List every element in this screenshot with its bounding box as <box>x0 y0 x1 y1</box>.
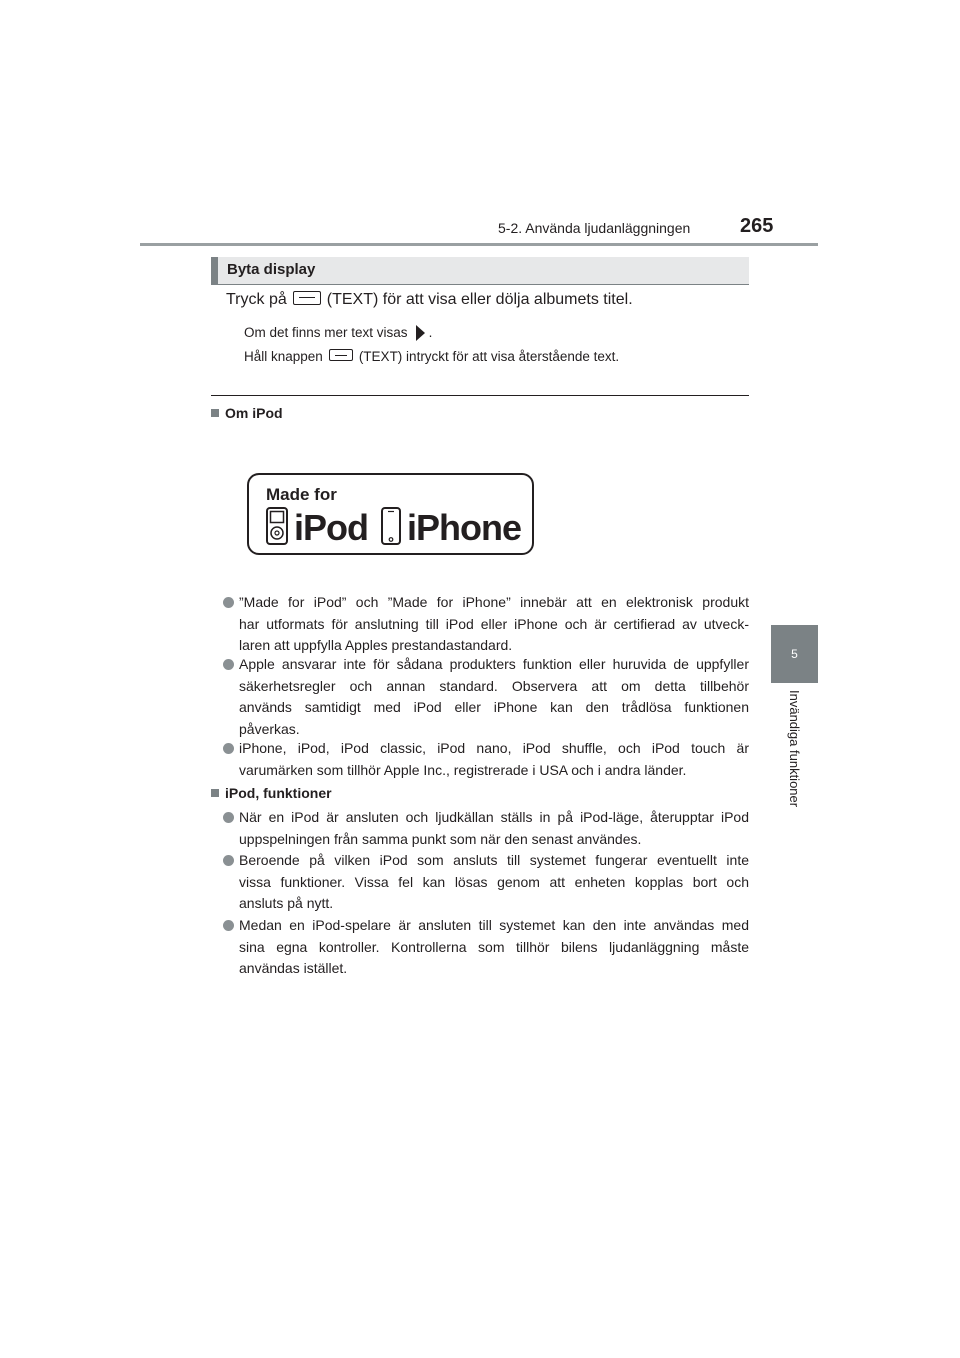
bullet-line: vissa funktioner. Vissa fel kan lösas genom att enheten kopplas bort och <box>239 873 749 890</box>
section-underline <box>211 284 749 285</box>
bullet-line: Beroende på vilken iPod som ansluts till systemet fungerar eventuellt inte <box>239 852 749 868</box>
note-hold-button <box>244 349 619 364</box>
subheading-om-ipod <box>211 405 283 421</box>
section-accent <box>211 257 218 284</box>
subheading-text: iPod, funktioner <box>225 785 332 801</box>
chapter-tab: 5 <box>771 625 818 683</box>
subheading-text: Om iPod <box>225 405 283 421</box>
bullet-line: ansluts på nytt. <box>239 895 334 911</box>
bullet-line: När en iPod är ansluten och ljudkällan ställs in på iPod-läge, återupptar iPod <box>239 809 749 825</box>
logo-iphone: iPhone <box>407 507 522 548</box>
list-item <box>239 915 749 980</box>
text-button-icon <box>329 349 353 361</box>
logo-made-for: Made for <box>266 485 337 504</box>
more-text-arrow-icon <box>416 325 425 341</box>
bullet-dot-icon <box>223 597 234 608</box>
square-bullet-icon <box>211 409 219 417</box>
instruction-before: Tryck på <box>226 291 287 308</box>
logo-ipod: iPod <box>294 507 368 548</box>
section-divider <box>211 395 749 396</box>
bullet-line: har utformats för anslutning till iPod eller iPhone och är certifierad av utveck- <box>239 615 749 632</box>
bullet-line: iPhone, iPod, iPod classic, iPod nano, iPod shuffle, och iPod touch är <box>239 740 749 756</box>
list-item <box>239 807 749 850</box>
note2-after: (TEXT) intryckt för att visa återstående text. <box>358 349 620 364</box>
bullet-dot-icon <box>223 920 234 931</box>
chapter-label-text: Invändiga funktioner <box>787 690 802 808</box>
bullet-line: användas istället. <box>239 960 348 976</box>
made-for-ipod-iphone-logo <box>247 473 534 555</box>
list-item <box>239 592 749 657</box>
running-header-section: 5-2. Använda ljudanläggningen <box>498 220 691 236</box>
iphone-device-icon <box>381 507 401 545</box>
list-item <box>239 654 749 740</box>
bullet-dot-icon <box>223 812 234 823</box>
subheading-ipod-funktioner <box>211 785 332 801</box>
bullet-line: påverkas. <box>239 720 300 737</box>
note1-end: . <box>428 325 433 340</box>
bullet-line: ”Made for iPod” och ”Made for iPhone” innebär att en elektronisk produkt <box>239 594 749 610</box>
note2-before: Håll knappen <box>244 349 323 364</box>
bullet-dot-icon <box>223 855 234 866</box>
bullet-dot-icon <box>223 659 234 670</box>
header-rule <box>140 243 818 246</box>
ipod-device-icon <box>266 507 288 545</box>
note1-text: Om det finns mer text visas <box>244 325 408 340</box>
text-button-icon <box>293 291 321 305</box>
square-bullet-icon <box>211 789 219 797</box>
list-item <box>239 850 749 915</box>
section-title-bar <box>211 257 749 284</box>
bullet-line: sina egna kontroller. Kontrollerna som tillhör bilens ljudanläggning måste <box>239 938 749 955</box>
bullet-line: varumärken som tillhör Apple Inc., registrerade i USA och i andra länder. <box>239 761 687 778</box>
bullet-line: uppspelningen från samma punkt som när den senast användes. <box>239 830 642 847</box>
list-item <box>239 738 749 781</box>
bullet-line: säkerhetsregler och annan standard. Observera att om detta tillbehör <box>239 677 749 694</box>
section-title: Byta display <box>227 261 316 278</box>
bullet-line: används samtidigt med iPod eller iPhone kan den trådlösa funktionen <box>239 699 749 715</box>
bullet-line: Apple ansvarar inte för sådana produkters funktion eller huruvida de uppfyller <box>239 656 749 672</box>
instruction <box>226 291 633 309</box>
note-more-text <box>244 325 432 341</box>
page-number: 265 <box>740 215 774 237</box>
bullet-dot-icon <box>223 743 234 754</box>
instruction-after: (TEXT) för att visa eller dölja albumets titel. <box>326 291 633 308</box>
bullet-line: Medan en iPod-spelare är ansluten till systemet kan den inte användas med <box>239 917 749 933</box>
bullet-line: laren att uppfylla Apples prestandastandard. <box>239 637 513 653</box>
